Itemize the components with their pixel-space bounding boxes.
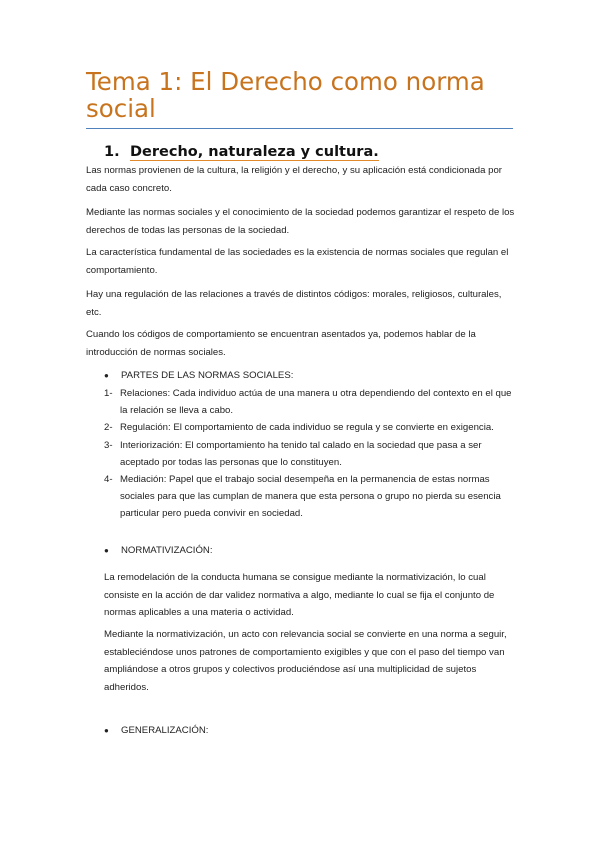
section-heading: [104, 143, 379, 161]
partes-heading-text: PARTES DE LAS NORMAS SOCIALES:: [121, 370, 294, 381]
section-title: Derecho, naturaleza y cultura.: [130, 144, 379, 160]
page-title: Tema 1: El Derecho como norma social: [86, 67, 485, 123]
list-item-text: Mediación: Papel que el trabajo social desempeña en la permanencia de estas normas sociales para que las cumplan de manera que esta persona o grupo no pierda su esencia particular pero pueda convivir en sociedad.: [120, 474, 501, 520]
bullet-icon: ●: [104, 371, 109, 380]
list-item-number: 3-: [104, 439, 113, 451]
generalizacion-heading-text: GENERALIZACIÓN:: [121, 725, 209, 736]
bullet-icon: ●: [104, 726, 109, 735]
bullet-icon: ●: [104, 546, 109, 555]
list-item: [104, 471, 516, 523]
list-item-number: 1-: [104, 388, 113, 399]
list-item-text: Regulación: El comportamiento de cada individuo se regula y se convierte en exigencia.: [120, 422, 494, 434]
paragraph: Hay una regulación de las relaciones a través de distintos códigos: morales, religiosos, culturales, etc.: [86, 289, 502, 318]
partes-heading: [104, 367, 293, 385]
list-item: [104, 385, 516, 419]
list-item: [104, 437, 516, 471]
list-item-number: 2-: [104, 422, 113, 434]
paragraph: La remodelación de la conducta humana se consigue mediante la normativización, lo cual consiste en la acción de dar validez normativa a algo, mediante lo cual se fija el conjunto de normas aplicables a una materia o actividad.: [104, 572, 495, 618]
generalizacion-heading: [104, 722, 208, 740]
list-item-text: Relaciones: Cada individuo actúa de una manera u otra dependiendo del contexto en el que la relación se lleva a cabo.: [120, 388, 512, 417]
list-item-number: 4-: [104, 474, 113, 486]
partes-list: [104, 385, 516, 523]
paragraph: Las normas provienen de la cultura, la religión y el derecho, y su aplicación está condicionada por cada caso concreto.: [86, 165, 502, 194]
paragraph: La característica fundamental de las sociedades es la existencia de normas sociales que regulan el comportamiento.: [86, 247, 509, 276]
list-item-text: Interiorización: El comportamiento ha tenido tal calado en la sociedad que pasa a ser aceptado por todas las personas que lo constituyen.: [120, 439, 482, 468]
paragraph: Mediante las normas sociales y el conocimiento de la sociedad podemos garantizar el respeto de los derechos de todas las personas de la sociedad.: [86, 207, 515, 236]
paragraph: Cuando los códigos de comportamiento se encuentran asentados ya, podemos hablar de la introducción de normas sociales.: [86, 329, 476, 358]
normativizacion-heading-text: NORMATIVIZACIÓN:: [121, 545, 213, 556]
title-divider: [86, 128, 513, 129]
paragraph: Mediante la normativización, un acto con relevancia social se convierte en una norma a seguir, estableciéndose unos patrones de comportamiento exigibles y que con el paso del tiempo van ampliándose a otros grupos y colectivos produciéndose así una multiplicidad de sujetos adheridos.: [104, 629, 507, 693]
list-item: [104, 419, 516, 436]
section-number: 1.: [104, 144, 120, 160]
normativizacion-heading: [104, 542, 213, 560]
